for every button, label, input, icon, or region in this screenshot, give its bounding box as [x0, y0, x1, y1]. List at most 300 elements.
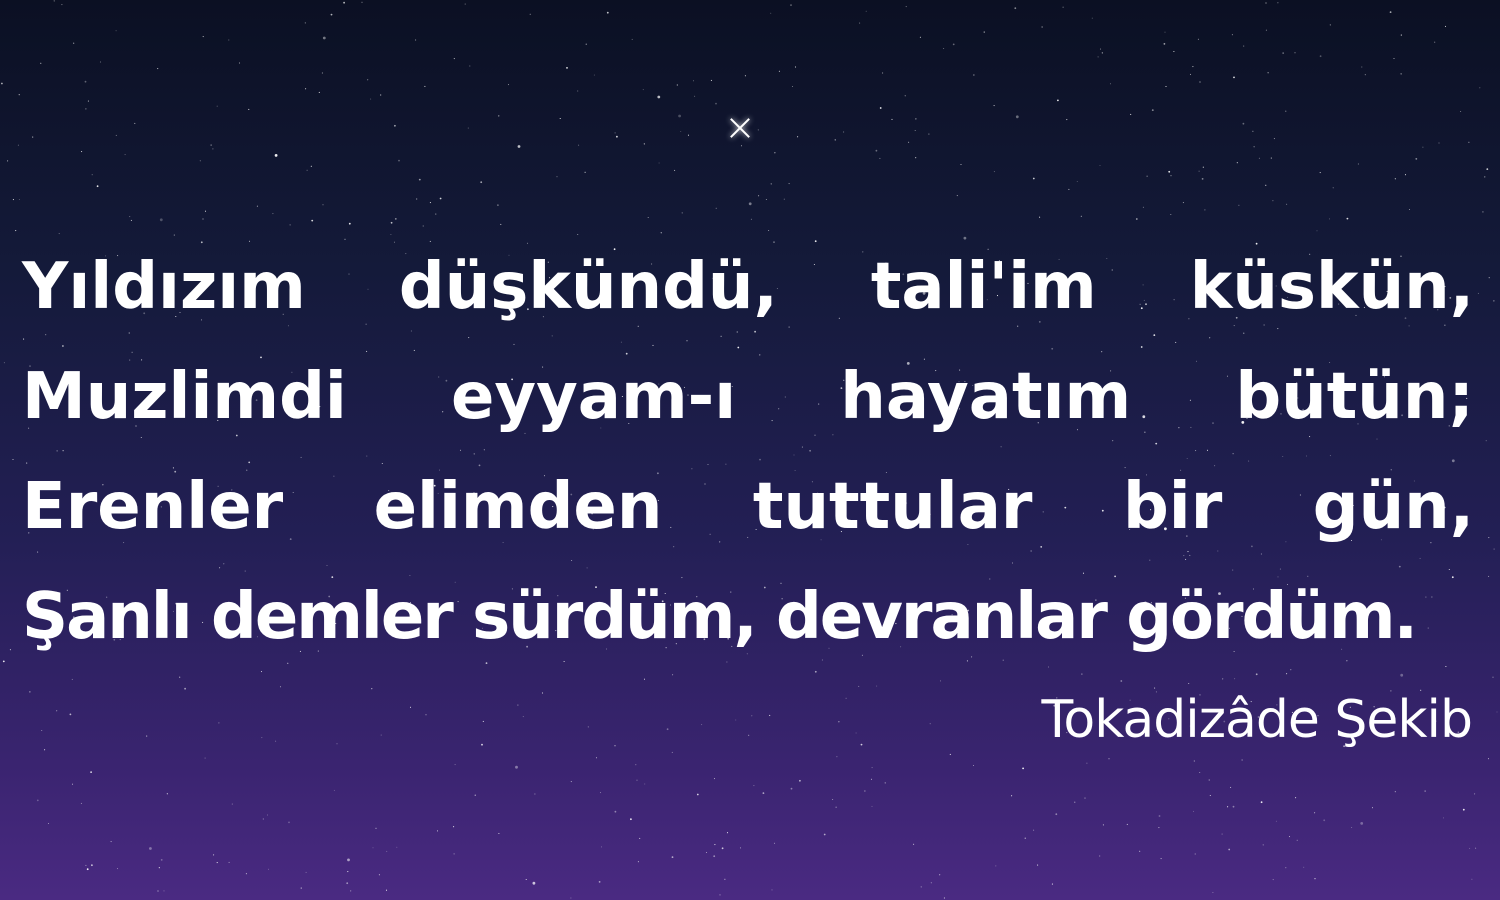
star	[533, 882, 536, 885]
star	[1014, 7, 1016, 9]
star	[1194, 760, 1195, 761]
star	[1099, 855, 1100, 856]
star	[88, 101, 89, 102]
star	[1198, 39, 1199, 40]
star	[3, 661, 5, 663]
star	[288, 822, 290, 824]
star	[1243, 46, 1244, 47]
star	[632, 39, 633, 40]
star	[346, 882, 348, 884]
star	[1434, 42, 1435, 43]
star	[1055, 813, 1057, 815]
star	[1358, 163, 1359, 164]
star	[497, 204, 499, 206]
star	[836, 756, 837, 757]
star	[1401, 73, 1402, 74]
star	[1081, 216, 1082, 217]
star	[498, 115, 499, 116]
star	[872, 767, 873, 768]
star	[560, 118, 561, 119]
star	[1360, 822, 1363, 825]
star	[370, 99, 371, 100]
star	[129, 216, 130, 217]
star	[797, 136, 798, 137]
star	[944, 897, 945, 898]
star	[879, 158, 880, 159]
star	[1469, 848, 1470, 849]
star	[713, 855, 715, 857]
star	[523, 716, 524, 717]
star	[1242, 759, 1243, 760]
star	[1268, 72, 1269, 73]
star	[697, 794, 699, 796]
star	[871, 806, 872, 807]
star	[722, 847, 724, 849]
star	[931, 882, 932, 883]
star	[1025, 838, 1026, 839]
star	[1152, 109, 1154, 111]
star	[915, 130, 916, 131]
star	[1108, 758, 1109, 759]
star	[672, 856, 674, 858]
star	[334, 790, 335, 791]
star	[1272, 200, 1273, 201]
star	[261, 737, 262, 738]
star	[1393, 58, 1394, 59]
star	[1265, 185, 1266, 186]
star	[1252, 131, 1253, 132]
star	[600, 792, 601, 793]
star	[481, 744, 483, 746]
star	[880, 107, 882, 109]
star	[1237, 162, 1238, 163]
star	[323, 37, 326, 40]
star	[643, 89, 644, 90]
star	[508, 84, 509, 85]
star	[380, 94, 381, 95]
star	[246, 873, 247, 874]
star	[1063, 7, 1064, 8]
star	[19, 94, 20, 95]
star	[1478, 293, 1479, 294]
star	[599, 881, 601, 883]
star	[92, 174, 93, 175]
star	[1494, 549, 1495, 550]
star	[1170, 175, 1171, 176]
star	[483, 721, 484, 722]
star	[212, 148, 213, 149]
star	[1425, 791, 1426, 792]
star	[1193, 811, 1194, 812]
star	[566, 67, 568, 69]
star	[636, 780, 637, 781]
star	[1011, 795, 1012, 796]
star	[735, 719, 736, 720]
star	[322, 72, 323, 73]
star	[716, 208, 717, 209]
star	[1405, 174, 1406, 175]
star	[984, 32, 985, 33]
star	[1102, 52, 1103, 53]
star	[792, 86, 793, 87]
star	[301, 888, 302, 889]
star	[1273, 879, 1274, 880]
star	[415, 39, 416, 40]
star	[1488, 576, 1489, 577]
star	[416, 198, 417, 199]
star	[1488, 758, 1489, 759]
star	[1297, 840, 1298, 841]
star	[61, 4, 62, 5]
poem-author: Tokadizâde Şekib	[1041, 690, 1472, 750]
star	[91, 864, 93, 866]
star	[1159, 815, 1161, 817]
star	[1190, 74, 1191, 75]
star	[475, 795, 476, 796]
star	[1285, 111, 1286, 112]
star	[454, 58, 455, 59]
star	[498, 833, 499, 834]
star	[635, 764, 636, 765]
star	[1110, 83, 1111, 84]
star	[1084, 798, 1085, 799]
star	[336, 743, 337, 744]
star	[1037, 865, 1038, 866]
star	[1330, 24, 1331, 25]
star	[200, 160, 201, 161]
star	[1192, 66, 1193, 67]
star	[771, 889, 772, 890]
star	[577, 90, 578, 91]
star	[217, 862, 218, 863]
star	[1271, 158, 1272, 159]
star	[1170, 214, 1171, 215]
star	[614, 745, 615, 746]
star	[202, 218, 203, 219]
poem-text	[22, 232, 1474, 672]
star	[1057, 100, 1059, 102]
star	[1294, 52, 1295, 53]
star	[789, 183, 790, 184]
star	[213, 854, 214, 855]
star	[1488, 537, 1489, 538]
star	[644, 143, 645, 144]
star	[72, 679, 73, 680]
star	[116, 135, 117, 136]
star	[973, 765, 974, 766]
star	[766, 199, 767, 200]
star	[275, 741, 276, 742]
star	[871, 779, 872, 780]
star	[768, 230, 769, 231]
star	[290, 224, 291, 225]
star	[846, 698, 847, 699]
star	[1438, 142, 1439, 143]
star	[693, 80, 694, 81]
star	[1130, 114, 1131, 115]
star	[995, 865, 996, 866]
star	[1039, 217, 1040, 218]
star	[1254, 146, 1255, 147]
star	[350, 890, 351, 891]
star	[515, 766, 518, 769]
star	[1222, 678, 1223, 679]
star	[1100, 49, 1101, 50]
star	[1120, 680, 1122, 682]
star	[32, 137, 33, 138]
star	[125, 154, 126, 155]
star	[391, 222, 393, 224]
star	[518, 145, 521, 148]
star	[607, 12, 609, 14]
star	[40, 63, 41, 64]
star	[375, 828, 376, 829]
star	[218, 722, 219, 723]
star	[727, 832, 728, 833]
star	[15, 230, 16, 231]
star	[672, 752, 673, 753]
star	[1081, 674, 1082, 675]
star	[1493, 300, 1494, 301]
star	[714, 844, 715, 845]
star	[1099, 165, 1100, 166]
star	[638, 861, 639, 862]
star	[1415, 158, 1417, 160]
star	[361, 2, 362, 3]
star	[85, 81, 87, 83]
star	[1204, 209, 1205, 210]
star	[594, 75, 595, 76]
star	[1195, 853, 1196, 854]
star	[1228, 849, 1230, 851]
star	[799, 780, 801, 782]
star	[454, 853, 455, 854]
star	[1136, 218, 1138, 220]
poem-line-4: Şanlı demler sürdüm, devranlar gördüm.	[22, 580, 1416, 654]
star	[639, 838, 640, 839]
star	[774, 152, 775, 153]
star	[305, 22, 306, 23]
star	[203, 36, 204, 37]
star	[836, 807, 837, 808]
star	[1320, 55, 1322, 57]
star	[1042, 26, 1043, 27]
star	[1077, 181, 1078, 182]
star	[1276, 821, 1277, 822]
star	[311, 166, 312, 167]
star	[1210, 795, 1211, 796]
star	[1209, 779, 1210, 780]
star	[1333, 187, 1334, 188]
star	[953, 44, 955, 46]
star	[44, 749, 45, 750]
star	[1022, 768, 1024, 770]
star	[1285, 867, 1286, 868]
star	[667, 728, 669, 730]
star	[54, 0, 55, 1]
star	[423, 225, 424, 226]
star	[322, 204, 323, 205]
star	[753, 785, 754, 786]
star	[37, 800, 39, 802]
star	[1320, 172, 1321, 173]
star	[1103, 824, 1104, 825]
star	[790, 5, 791, 6]
star	[179, 677, 180, 678]
star	[1127, 824, 1128, 825]
star	[1033, 178, 1035, 180]
star	[41, 730, 42, 731]
star	[769, 715, 770, 716]
star	[111, 841, 112, 842]
star	[1445, 26, 1446, 27]
star	[29, 691, 30, 692]
star	[1183, 202, 1184, 203]
star	[1147, 176, 1148, 177]
star	[257, 206, 258, 207]
star	[1283, 53, 1284, 54]
star	[306, 872, 307, 873]
star	[943, 48, 944, 49]
star	[1496, 711, 1497, 712]
star	[1202, 178, 1204, 180]
star	[1265, 2, 1266, 3]
star	[10, 649, 11, 650]
star	[648, 217, 649, 218]
star	[644, 679, 645, 680]
poem-line-1: Yıldızım düşkündü, tali'im küskün,	[22, 250, 1474, 324]
star	[1227, 806, 1228, 807]
star	[885, 782, 886, 783]
star	[1143, 207, 1144, 208]
star	[688, 135, 689, 136]
star	[824, 834, 826, 836]
star	[100, 61, 101, 62]
star	[349, 223, 351, 225]
star	[615, 132, 616, 133]
star	[586, 44, 587, 45]
star	[1347, 218, 1349, 220]
star	[229, 862, 230, 863]
star	[1168, 171, 1170, 173]
star	[882, 72, 883, 73]
star	[719, 894, 720, 895]
star	[48, 823, 49, 824]
star	[157, 890, 158, 891]
star	[1492, 677, 1493, 678]
star	[18, 145, 19, 146]
star	[843, 131, 844, 132]
star	[1230, 787, 1231, 788]
star	[1289, 836, 1290, 837]
star	[1222, 834, 1223, 835]
star	[372, 847, 373, 848]
star	[437, 830, 438, 831]
star	[267, 814, 268, 815]
star	[779, 71, 780, 72]
star	[1259, 158, 1260, 159]
star	[856, 732, 857, 733]
star	[795, 66, 796, 67]
star	[1479, 87, 1480, 88]
star	[1395, 791, 1396, 792]
star	[81, 151, 82, 152]
star	[56, 710, 57, 711]
star	[1286, 673, 1287, 674]
poem-line-2: Muzlimdi eyyam-ı hayatım bütün;	[22, 360, 1474, 434]
star	[367, 79, 368, 80]
star	[167, 793, 168, 794]
star	[381, 735, 382, 736]
star	[1203, 167, 1204, 168]
star	[272, 213, 273, 214]
star	[1274, 138, 1275, 139]
star	[588, 726, 589, 727]
star	[866, 11, 867, 12]
star	[85, 108, 86, 109]
star	[758, 129, 759, 130]
star	[319, 92, 320, 93]
star	[960, 164, 961, 165]
star	[275, 154, 278, 157]
star	[674, 170, 675, 171]
star	[644, 783, 645, 784]
star	[1232, 34, 1233, 35]
star	[659, 162, 660, 163]
star	[724, 879, 725, 880]
star	[90, 771, 92, 773]
star	[480, 181, 482, 183]
star	[217, 106, 218, 107]
star	[1139, 851, 1140, 852]
star	[950, 754, 951, 755]
star	[1463, 809, 1465, 811]
star	[1266, 30, 1267, 31]
star	[994, 171, 995, 172]
star	[763, 792, 765, 794]
star	[680, 131, 681, 132]
star	[1243, 123, 1245, 125]
star	[239, 62, 240, 63]
star	[1314, 878, 1315, 879]
star	[1098, 56, 1099, 57]
star	[468, 128, 469, 129]
star	[585, 172, 586, 173]
star	[419, 179, 421, 181]
star	[1329, 218, 1330, 219]
star	[19, 199, 20, 200]
star	[1395, 178, 1396, 179]
star	[425, 714, 426, 715]
star	[1365, 74, 1366, 75]
star	[542, 692, 543, 693]
star	[682, 212, 683, 213]
star	[331, 14, 333, 16]
star	[1474, 793, 1475, 794]
star	[263, 818, 264, 819]
star	[97, 185, 99, 187]
star	[1351, 827, 1352, 828]
star	[921, 886, 922, 887]
star	[371, 688, 372, 689]
star	[973, 74, 974, 75]
star	[1212, 892, 1213, 893]
star	[1409, 209, 1410, 210]
star	[1443, 817, 1444, 818]
star	[343, 2, 345, 4]
star	[73, 43, 74, 44]
star	[556, 176, 557, 177]
